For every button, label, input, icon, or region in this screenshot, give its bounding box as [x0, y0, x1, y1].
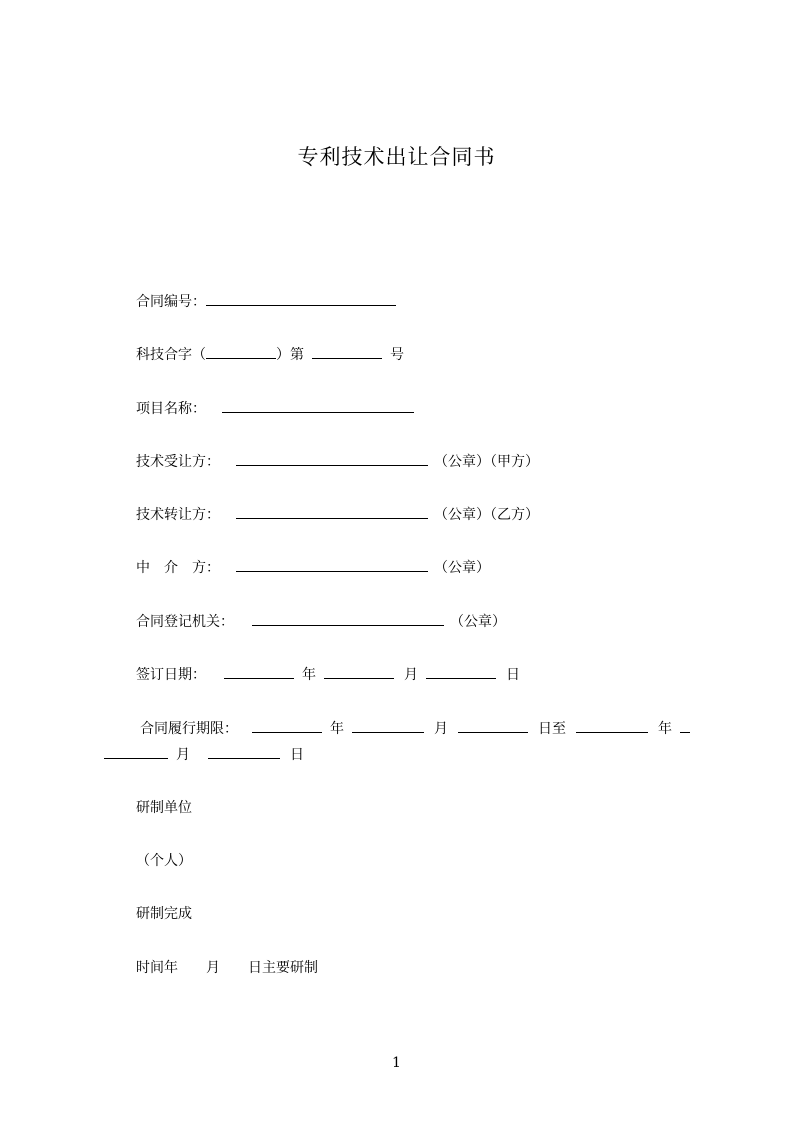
- term-end-month-blank-start[interactable]: [680, 718, 690, 733]
- term-row: [140, 718, 690, 739]
- contract-number-blank[interactable]: [206, 291, 396, 306]
- tech-number-mid: ）第: [276, 347, 304, 363]
- assignee-row: [136, 451, 539, 472]
- term-end-year-blank[interactable]: [576, 718, 648, 733]
- term-start-year-blank[interactable]: [252, 718, 322, 733]
- dev-unit-line: 研制单位: [136, 800, 192, 816]
- term-end-month-blank-end[interactable]: [104, 744, 168, 759]
- sign-date-label: 签订日期：: [136, 667, 206, 683]
- intermediary-row: [136, 557, 490, 578]
- project-name-blank[interactable]: [222, 398, 414, 413]
- tech-number-suffix: 号: [390, 347, 404, 363]
- registry-label: 合同登记机关：: [136, 614, 234, 630]
- project-name-label: 项目名称：: [136, 401, 206, 417]
- contract-number-label: 合同编号：: [136, 294, 206, 310]
- dev-complete-line: 研制完成: [136, 906, 192, 922]
- registry-row: [136, 611, 506, 632]
- assignor-suffix: （公章）（乙方）: [434, 507, 539, 523]
- term-start-day-blank[interactable]: [458, 718, 528, 733]
- document-title: 专利技术出让合同书: [297, 145, 496, 169]
- intermediary-suffix: （公章）: [434, 560, 490, 576]
- assignor-blank[interactable]: [236, 504, 428, 519]
- contract-number-row: [136, 291, 396, 312]
- tech-number-blank-2[interactable]: [312, 344, 382, 359]
- tech-number-prefix: 科技合字（: [136, 347, 206, 363]
- time-line: 时间年 月 日主要研制: [136, 960, 318, 976]
- sign-date-row: [136, 664, 520, 685]
- individual-line: （个人）: [136, 853, 192, 869]
- sign-day-text: 日: [506, 667, 520, 683]
- term-row-continued: [104, 744, 304, 765]
- sign-year-blank[interactable]: [224, 664, 294, 679]
- assignee-label: 技术受让方：: [136, 454, 220, 470]
- sign-year-text: 年: [302, 667, 316, 683]
- registry-suffix: （公章）: [450, 614, 506, 630]
- assignor-row: [136, 504, 539, 525]
- sign-month-text: 月: [404, 667, 418, 683]
- project-name-row: [136, 398, 414, 419]
- registry-blank[interactable]: [252, 611, 444, 626]
- assignor-label: 技术转让方：: [136, 507, 220, 523]
- term-end-day-blank[interactable]: [208, 744, 280, 759]
- intermediary-label: 中 介 方：: [136, 560, 220, 576]
- term-start-month-text: 月: [434, 721, 448, 737]
- assignee-blank[interactable]: [236, 451, 428, 466]
- sign-month-blank[interactable]: [324, 664, 394, 679]
- tech-contract-number-row: [136, 344, 404, 365]
- sign-day-blank[interactable]: [426, 664, 496, 679]
- tech-number-blank-1[interactable]: [206, 344, 276, 359]
- term-label: 合同履行期限：: [140, 721, 238, 737]
- page-number: 1: [392, 1055, 401, 1071]
- term-day-to-text: 日至: [538, 721, 566, 737]
- term-start-month-blank[interactable]: [352, 718, 424, 733]
- assignee-suffix: （公章）（甲方）: [434, 454, 539, 470]
- intermediary-blank[interactable]: [236, 557, 428, 572]
- term-end-day-text: 日: [290, 747, 304, 763]
- term-end-month-text: 月: [176, 747, 190, 763]
- term-end-year-text: 年: [658, 721, 672, 737]
- term-start-year-text: 年: [330, 721, 344, 737]
